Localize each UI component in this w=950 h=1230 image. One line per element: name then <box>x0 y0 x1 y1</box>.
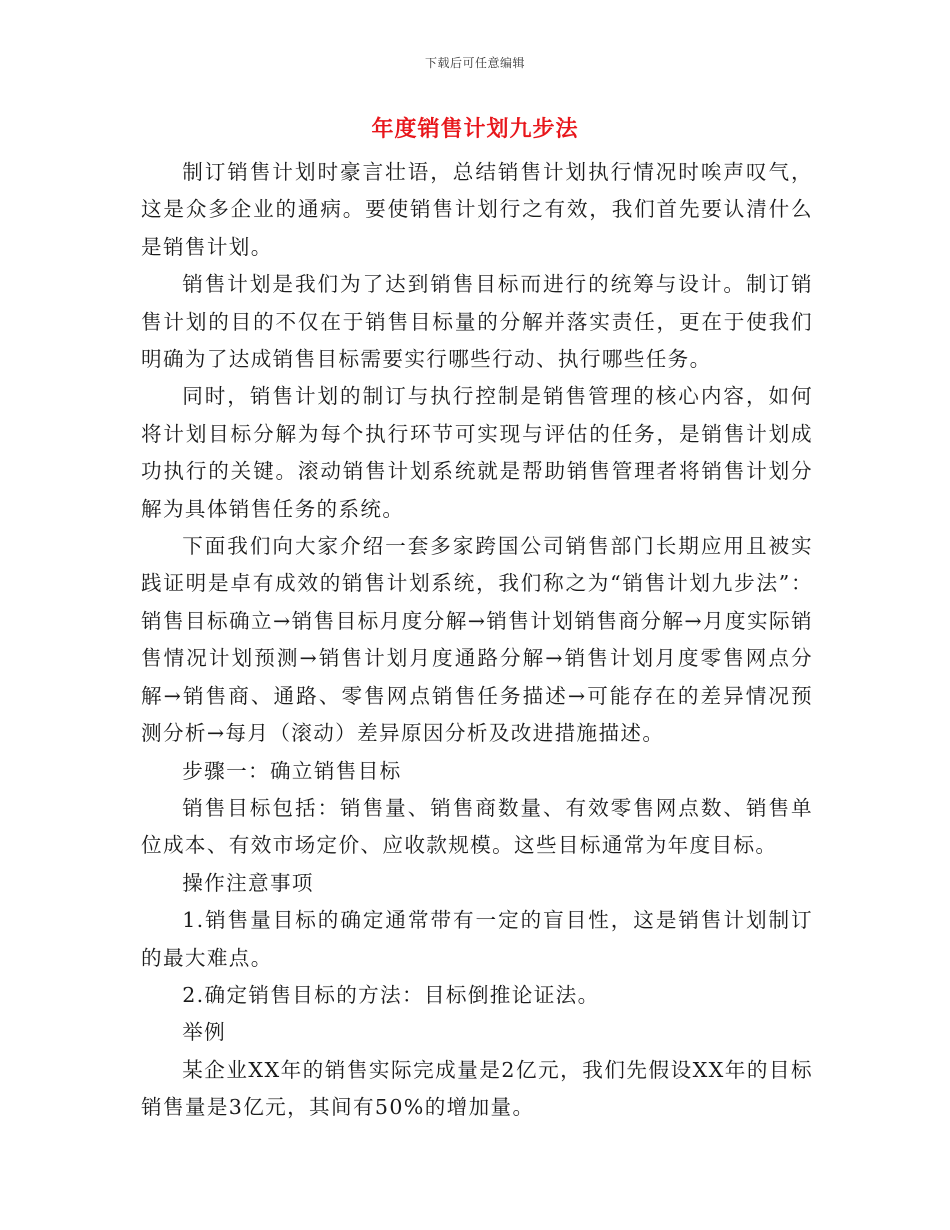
notes-heading: 操作注意事项 <box>182 870 314 895</box>
paragraph-example: 某企业XX年的销售实际完成量是2亿元，我们先假设XX年的目标销售量是3亿元，其间有50%的增加量。 <box>141 1057 813 1120</box>
header-note: 下载后可任意编辑 <box>424 56 525 70</box>
paragraph-targets: 销售目标包括：销售量、销售商数量、有效零售网点数、销售单位成本、有效市场定价、应收款规模。这些目标通常为年度目标。 <box>141 795 813 858</box>
example-heading: 举例 <box>182 1020 227 1045</box>
paragraph-definition: 销售计划是我们为了达到销售目标而进行的统筹与设计。制订销售计划的目的不仅在于销售目标量的分解并落实责任，更在于使我们明确为了达成销售目标需要实行哪些行动、执行哪些任务。 <box>141 272 813 372</box>
paragraph-control: 同时，销售计划的制订与执行控制是销售管理的核心内容，如何将计划目标分解为每个执行环节可实现与评估的任务，是销售计划成功执行的关键。滚动销售计划系统就是帮助销售管理者将销售计划分解为具体销售任务的系统。 <box>141 384 813 521</box>
step-one-heading: 步骤一：确立销售目标 <box>182 758 402 783</box>
paragraph-intro: 制订销售计划时豪言壮语，总结销售计划执行情况时唉声叹气，这是众多企业的通病。要使销售计划行之有效，我们首先要认清什么是销售计划。 <box>141 160 813 259</box>
document-title: 年度销售计划九步法 <box>371 116 579 142</box>
note-item-1: 1.销售量目标的确定通常带有一定的盲目性，这是销售计划制订的最大难点。 <box>141 908 813 970</box>
note-item-2: 2.确定销售目标的方法：目标倒推论证法。 <box>182 982 600 1007</box>
paragraph-nine-steps: 下面我们向大家介绍一套多家跨国公司销售部门长期应用且被实践证明是卓有成效的销售计划系统，我们称之为“销售计划九步法”：销售目标确立→销售目标月度分解→销售计划销售商分解→月度实际销售情况计划预测→销售计划月度通路分解→销售计划月度零售网点分解→销售商、通路、零售网点销售任务描述→可能存在的差异情况预测分析→每月（滚动）差异原因分析及改进措施描述。 <box>141 534 813 746</box>
document-body <box>141 154 813 1127</box>
